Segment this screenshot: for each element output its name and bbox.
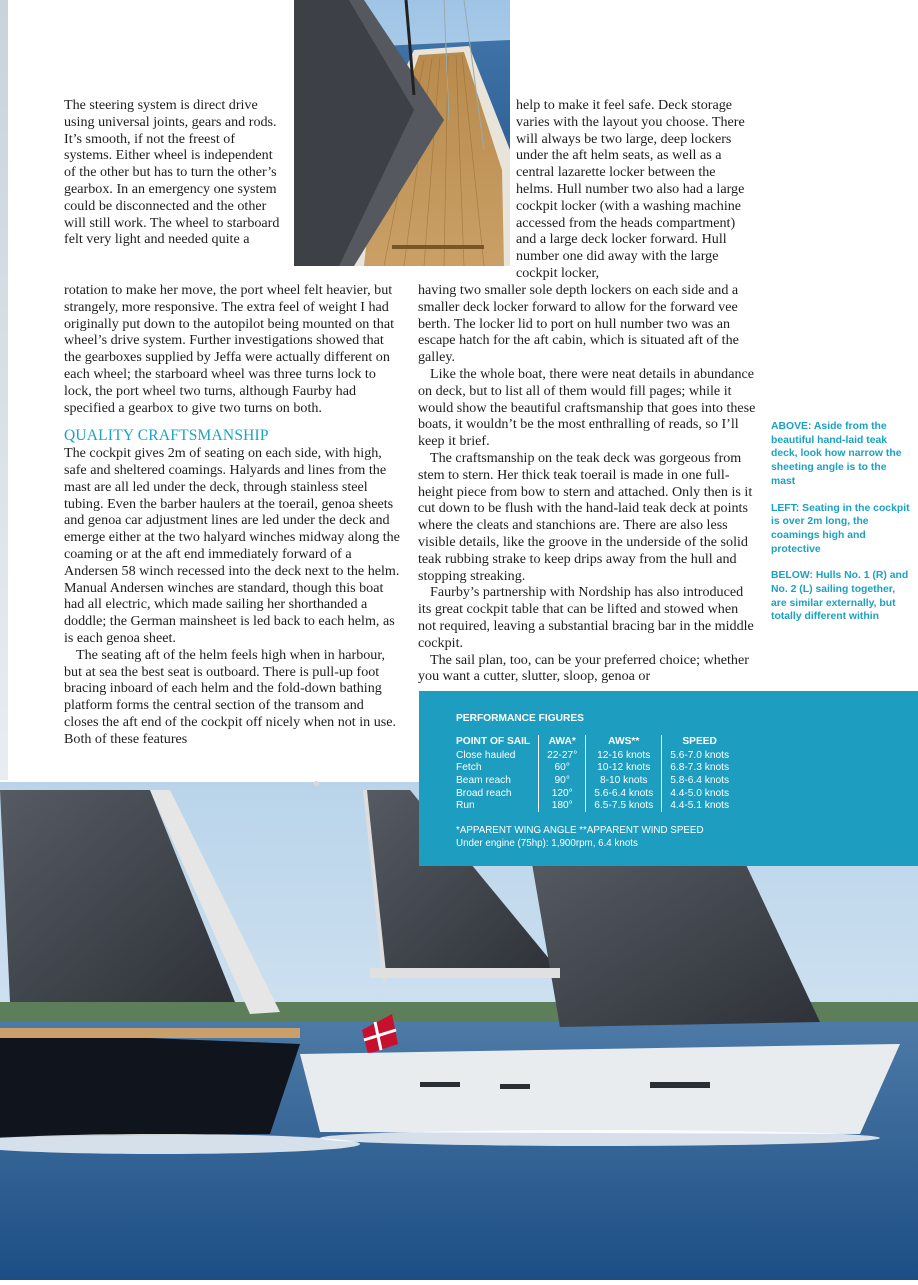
paragraph-storage-part2: having two smaller sole depth lockers on each side and a smaller deck locker forward to allow for the forward vee berth. The locker lid to port on hull number two was an escape hatch for the aft cabin, which is situated aft of the galley. <box>418 282 739 366</box>
body-text-right-wide <box>418 282 758 685</box>
section-heading: QUALITY CRAFTSMANSHIP <box>64 427 269 445</box>
cell-speed: 6.8-7.3 knots <box>662 762 737 775</box>
paragraph-sail-plan: The sail plan, too, can be your preferred choice; whether you want a cutter, slutter, sloop, genoa or <box>418 651 749 685</box>
body-text-left-wide <box>64 282 400 748</box>
cell-speed: 4.4-5.1 knots <box>662 799 737 812</box>
paragraph-steering-part1: The steering system is direct drive using universal joints, gears and rods. It’s smooth, if not the freest of systems. Either wheel is independent of the other but has to turn the other’s gearbox. In an emergency one system could be disconnected and the other will still work. The wheel to starboard felt very light and needed quite a <box>64 97 280 248</box>
header-awa: AWA* <box>539 735 586 749</box>
cell-aws: 6.5-7.5 knots <box>586 799 662 812</box>
cell-awa: 60° <box>539 762 586 775</box>
body-text-right-narrow <box>516 97 756 282</box>
cell-awa: 22-27° <box>539 749 586 762</box>
cell-aws: 8-10 knots <box>586 774 662 787</box>
paragraph-nordship: Faurby’s partnership with Nordship has also introduced its great cockpit table that can be lifted and stowed when not required, leaving a substantial bracing bar in the middle cockpit. <box>418 584 754 651</box>
header-point-of-sail: POINT OF SAIL <box>456 736 531 747</box>
table-row <box>451 762 737 775</box>
left-photo-edge <box>0 0 8 780</box>
cell-aws: 12-16 knots <box>586 749 662 762</box>
paragraph-steering-part2: rotation to make her move, the port wheel felt heavier, but strangely, more responsive. The extra feel of weight I had originally put down to the autopilot being mounted on that wheel’s drive system. Further investigations showed that the gearboxes supplied by Jeffa were actually different on each wheel; the starboard wheel was three turns lock to lock, the port wheel two turns, although Faurby had specified a gearbox to give two turns on both. <box>64 282 394 416</box>
cell-awa: 180° <box>539 799 586 812</box>
paragraph-seating: The seating aft of the helm feels high when in harbour, but at sea the best seat is outboard. There is pull-up foot bracing inboard of each helm and the fold-down bathing platform forms the central section of the transom and closes the aft end of the cockpit off nicely when not in use. Both of these features <box>64 646 397 747</box>
cell-point: Close hauled <box>456 749 516 761</box>
performance-title: PERFORMANCE FIGURES <box>456 713 584 724</box>
cell-speed: 4.4-5.0 knots <box>662 787 737 800</box>
paragraph-cockpit: The cockpit gives 2m of seating on each side, with high, safe and sheltered coamings. Halyards and lines from the mast are all led under the deck, through stainless steel tubing. Even the barber haulers at the toerail, genoa sheets and genoa car adjustment lines are led under the deck and emerge either at the two halyard winches midway along the coaming or at the aft end immediately forward of a Andersen 58 winch recessed into the deck next to the helm. Manual Andersen winches are standard, though this boat had all electric, which made sailing her shorthanded a doddle; the German mainsheet is led back to each helm, as is each genoa sheet. <box>64 445 400 646</box>
header-speed: SPEED <box>662 735 737 749</box>
cell-awa: 120° <box>539 787 586 800</box>
table-row <box>451 774 737 787</box>
caption-below: BELOW: Hulls No. 1 (R) and No. 2 (L) sailing together, are similar externally, but totally different within <box>771 570 909 623</box>
cell-speed: 5.8-6.4 knots <box>662 774 737 787</box>
table-row <box>451 787 737 800</box>
photo-captions <box>771 420 911 637</box>
footnote-engine: Under engine (75hp): 1,900rpm, 6.4 knots <box>456 838 638 849</box>
footnote-abbreviations: *APPARENT WING ANGLE **APPARENT WIND SPEED <box>456 825 704 836</box>
cell-awa: 90° <box>539 774 586 787</box>
header-aws: AWS** <box>586 735 662 749</box>
cell-speed: 5.6-7.0 knots <box>662 749 737 762</box>
cell-point: Fetch <box>456 762 482 774</box>
paragraph-details: Like the whole boat, there were neat details in abundance on deck, but to list all of them would fill pages; while it would show the beautiful craftsmanship that goes into these boats, it wouldn’t be the most enthralling of reads, so I’ll keep it brief. <box>418 365 756 450</box>
body-text-left-narrow <box>64 97 286 248</box>
performance-figures-box <box>419 691 918 866</box>
cell-aws: 5.6-6.4 knots <box>586 787 662 800</box>
performance-table <box>451 735 737 812</box>
cell-aws: 10-12 knots <box>586 762 662 775</box>
table-row <box>451 799 737 812</box>
cell-point: Beam reach <box>456 774 511 786</box>
table-row <box>451 749 737 762</box>
paragraph-storage-part1: help to make it feel safe. Deck storage varies with the layout you choose. There will always be two large, deep lockers under the aft helm seats, as well as a central lazarette locker between the helms. Hull number two also had a large cockpit locker (with a washing machine accessed from the heads compartment) and a large deck locker forward. Hull number one did away with the large cockpit locker, <box>516 97 745 281</box>
table-header-row <box>451 735 737 749</box>
paragraph-teak-deck: The craftsmanship on the teak deck was gorgeous from stem to stern. Her thick teak toerail is made in one full-height piece from bow to stern and attached. Only then is it cut down to be flush with the hand-laid teak deck at points where the cleats and stanchions are. There are also less visible details, like the groove in the underside of the solid teak rubbing strake to keep drips away from the hull and stopping streaking. <box>418 449 753 584</box>
cell-point: Run <box>456 800 475 812</box>
cell-point: Broad reach <box>456 787 512 799</box>
deck-photo <box>294 0 510 266</box>
caption-left: LEFT: Seating in the cockpit is over 2m long, the coamings high and protective <box>771 502 910 555</box>
page-marker-dot <box>314 781 319 786</box>
caption-above: ABOVE: Aside from the beautiful hand-laid teak deck, look how narrow the sheeting angle is to the mast <box>771 421 902 487</box>
